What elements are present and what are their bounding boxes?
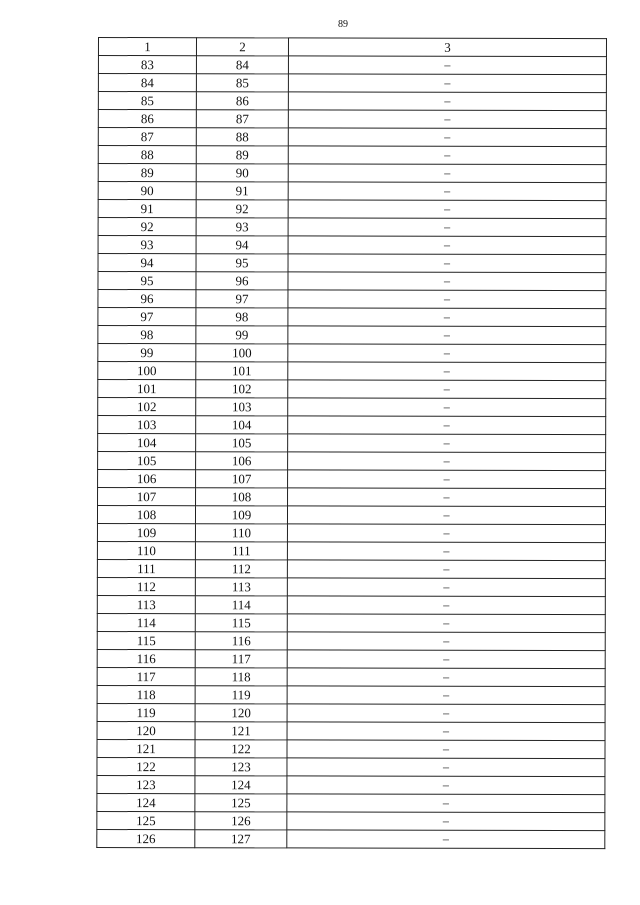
table-cell-col-3: – [288, 398, 606, 417]
table-cell-col-3: – [287, 794, 605, 813]
table-cell-col-2: 90 [196, 164, 288, 182]
table-cell-col-2: 102 [196, 380, 288, 398]
table-cell-col-2: 88 [196, 128, 288, 146]
table-row [97, 577, 605, 596]
table-cell-col-1: 126 [97, 829, 195, 847]
table-cell-col-3: – [287, 632, 605, 651]
table-cell-col-1: 103 [98, 416, 196, 434]
table-cell-col-3: – [288, 416, 606, 435]
table-cell-col-1: 96 [98, 290, 196, 308]
table-cell-col-2: 125 [195, 794, 287, 812]
table-cell-col-1: 114 [97, 613, 195, 631]
page-number: 89 [338, 19, 348, 30]
table-row [97, 721, 605, 740]
table-cell-col-3: – [288, 254, 606, 273]
table-row [98, 434, 606, 453]
table-cell-col-1: 87 [98, 128, 196, 146]
table-cell-col-3: – [288, 92, 606, 111]
table-row [98, 146, 606, 165]
table-row [97, 811, 605, 830]
table-row [98, 452, 606, 471]
table-cell-col-3: – [288, 164, 606, 183]
table-cell-col-2: 92 [196, 200, 288, 218]
table-cell-col-3: – [288, 344, 606, 363]
table-cell-col-1: 113 [97, 595, 195, 613]
table-row [97, 775, 605, 794]
table-cell-col-1: 117 [97, 667, 195, 685]
table-row [98, 362, 606, 381]
table-cell-col-2: 101 [196, 362, 288, 380]
table-container [98, 37, 607, 848]
table-cell-col-3: – [287, 506, 605, 525]
table-cell-col-1: 91 [98, 200, 196, 218]
table-cell-col-2: 87 [196, 110, 288, 128]
table-cell-col-1: 83 [98, 56, 196, 74]
table-row [98, 290, 606, 309]
table-cell-col-1: 98 [98, 326, 196, 344]
table-cell-col-3: – [288, 308, 606, 327]
table-cell-col-3: – [287, 776, 605, 795]
table-cell-col-3: – [288, 182, 606, 201]
table-cell-col-3: – [287, 524, 605, 543]
table-cell-col-2: 105 [196, 434, 288, 452]
table-cell-col-2: 127 [195, 830, 287, 848]
table-row [97, 685, 605, 704]
table-cell-col-3: – [287, 758, 605, 777]
table-cell-col-2: 118 [195, 668, 287, 686]
column-header-1: 1 [98, 38, 196, 56]
table-row [97, 703, 605, 722]
table-row [98, 398, 606, 417]
table-cell-col-2: 124 [195, 776, 287, 794]
table-cell-col-2: 114 [195, 596, 287, 614]
table-cell-col-1: 85 [98, 92, 196, 110]
table-cell-col-1: 92 [98, 218, 196, 236]
table-cell-col-2: 85 [196, 74, 288, 92]
table-row [98, 182, 606, 201]
table-cell-col-1: 121 [97, 739, 195, 757]
table-cell-col-2: 122 [195, 740, 287, 758]
table-cell-col-1: 101 [98, 380, 196, 398]
table-cell-col-1: 90 [98, 182, 196, 200]
table-cell-col-3: – [287, 830, 605, 849]
table-cell-col-3: – [287, 542, 605, 561]
table-cell-col-3: – [287, 740, 605, 759]
table-row [97, 613, 605, 632]
table-cell-col-1: 119 [97, 703, 195, 721]
table-cell-col-3: – [288, 236, 606, 255]
table-row [98, 416, 606, 435]
table-cell-col-2: 91 [196, 182, 288, 200]
table-cell-col-2: 116 [195, 632, 287, 650]
table-cell-col-1: 112 [97, 577, 195, 595]
table-cell-col-2: 115 [195, 614, 287, 632]
table-cell-col-3: – [288, 362, 606, 381]
table-cell-col-3: – [288, 200, 606, 219]
table-row [97, 667, 605, 686]
table-cell-col-2: 121 [195, 722, 287, 740]
table-row [97, 739, 605, 758]
table-cell-col-2: 86 [196, 92, 288, 110]
table-cell-col-1: 115 [97, 631, 195, 649]
table-row [98, 488, 606, 507]
table-row [98, 254, 606, 273]
table-row [98, 110, 606, 129]
table-cell-col-3: – [287, 812, 605, 831]
table-cell-col-1: 109 [97, 524, 195, 542]
table-cell-col-2: 111 [195, 542, 287, 560]
table-row [97, 631, 605, 650]
table-row [97, 506, 605, 525]
table-cell-col-1: 124 [97, 793, 195, 811]
table-cell-col-1: 95 [98, 272, 196, 290]
table-cell-col-2: 107 [196, 470, 288, 488]
table-cell-col-1: 102 [98, 398, 196, 416]
table-row [97, 757, 605, 776]
table-cell-col-2: 103 [196, 398, 288, 416]
table-cell-col-1: 104 [98, 434, 196, 452]
table-cell-col-3: – [288, 380, 606, 399]
table-cell-col-3: – [288, 470, 606, 489]
table-cell-col-1: 89 [98, 164, 196, 182]
table-cell-col-2: 110 [195, 524, 287, 542]
table-row [98, 164, 606, 183]
table-row [98, 236, 606, 255]
table-cell-col-3: – [288, 434, 606, 453]
data-table [96, 37, 607, 849]
table-cell-col-3: – [287, 686, 605, 705]
table-cell-col-3: – [288, 290, 606, 309]
table-header-row [98, 38, 606, 57]
table-row [98, 380, 606, 399]
table-cell-col-2: 109 [195, 506, 287, 524]
table-cell-col-1: 105 [98, 452, 196, 470]
table-cell-col-1: 100 [98, 362, 196, 380]
table-cell-col-3: – [287, 722, 605, 741]
table-cell-col-1: 125 [97, 811, 195, 829]
table-cell-col-2: 96 [196, 272, 288, 290]
table-row [98, 470, 606, 489]
table-row [97, 793, 605, 812]
table-cell-col-1: 84 [98, 74, 196, 92]
table-cell-col-1: 122 [97, 757, 195, 775]
table-cell-col-2: 93 [196, 218, 288, 236]
table-cell-col-2: 112 [195, 560, 287, 578]
table-row [97, 559, 605, 578]
table-cell-col-2: 113 [195, 578, 287, 596]
table-row [98, 92, 606, 111]
table-row [97, 524, 605, 543]
table-cell-col-1: 116 [97, 649, 195, 667]
table-cell-col-3: – [288, 146, 606, 165]
table-row [97, 829, 605, 848]
table-cell-col-1: 94 [98, 254, 196, 272]
table-cell-col-1: 120 [97, 721, 195, 739]
table-row [98, 74, 606, 93]
table-cell-col-1: 93 [98, 236, 196, 254]
table-row [98, 56, 606, 75]
table-row [98, 200, 606, 219]
table-cell-col-3: – [288, 326, 606, 345]
table-cell-col-3: – [288, 488, 606, 507]
table-cell-col-1: 97 [98, 308, 196, 326]
table-cell-col-3: – [288, 110, 606, 129]
table-row [97, 595, 605, 614]
table-row [97, 541, 605, 560]
table-row [98, 272, 606, 291]
table-cell-col-3: – [287, 668, 605, 687]
table-cell-col-3: – [288, 272, 606, 291]
table-cell-col-2: 108 [196, 488, 288, 506]
table-cell-col-2: 99 [196, 326, 288, 344]
table-body [97, 56, 607, 849]
table-cell-col-1: 106 [98, 470, 196, 488]
table-cell-col-1: 86 [98, 110, 196, 128]
table-row [97, 649, 605, 668]
table-cell-col-3: – [287, 596, 605, 615]
table-cell-col-1: 99 [98, 344, 196, 362]
table-cell-col-2: 106 [196, 452, 288, 470]
table-cell-col-2: 89 [196, 146, 288, 164]
table-cell-col-3: – [288, 128, 606, 147]
table-cell-col-3: – [288, 56, 606, 75]
table-cell-col-3: – [287, 704, 605, 723]
table-cell-col-2: 98 [196, 308, 288, 326]
table-cell-col-3: – [288, 218, 606, 237]
table-cell-col-1: 108 [97, 506, 195, 524]
table-cell-col-3: – [287, 614, 605, 633]
table-cell-col-1: 107 [98, 488, 196, 506]
table-cell-col-2: 117 [195, 650, 287, 668]
table-cell-col-3: – [287, 560, 605, 579]
table-row [98, 326, 606, 345]
table-cell-col-2: 126 [195, 812, 287, 830]
table-cell-col-2: 97 [196, 290, 288, 308]
table-cell-col-1: 123 [97, 775, 195, 793]
table-cell-col-2: 120 [195, 704, 287, 722]
table-cell-col-1: 88 [98, 146, 196, 164]
table-row [98, 344, 606, 363]
table-cell-col-1: 118 [97, 685, 195, 703]
table-row [98, 128, 606, 147]
table-row [98, 218, 606, 237]
table-cell-col-2: 95 [196, 254, 288, 272]
table-cell-col-2: 104 [196, 416, 288, 434]
column-header-2: 2 [196, 38, 288, 56]
table-row [98, 308, 606, 327]
table-cell-col-2: 119 [195, 686, 287, 704]
table-cell-col-1: 111 [97, 559, 195, 577]
table-cell-col-2: 94 [196, 236, 288, 254]
table-cell-col-2: 123 [195, 758, 287, 776]
table-cell-col-3: – [288, 452, 606, 471]
table-cell-col-3: – [287, 650, 605, 669]
table-cell-col-3: – [288, 74, 606, 93]
table-cell-col-1: 110 [97, 541, 195, 559]
table-cell-col-3: – [287, 578, 605, 597]
table-cell-col-2: 100 [196, 344, 288, 362]
column-header-3: 3 [288, 38, 606, 57]
table-cell-col-2: 84 [196, 56, 288, 74]
